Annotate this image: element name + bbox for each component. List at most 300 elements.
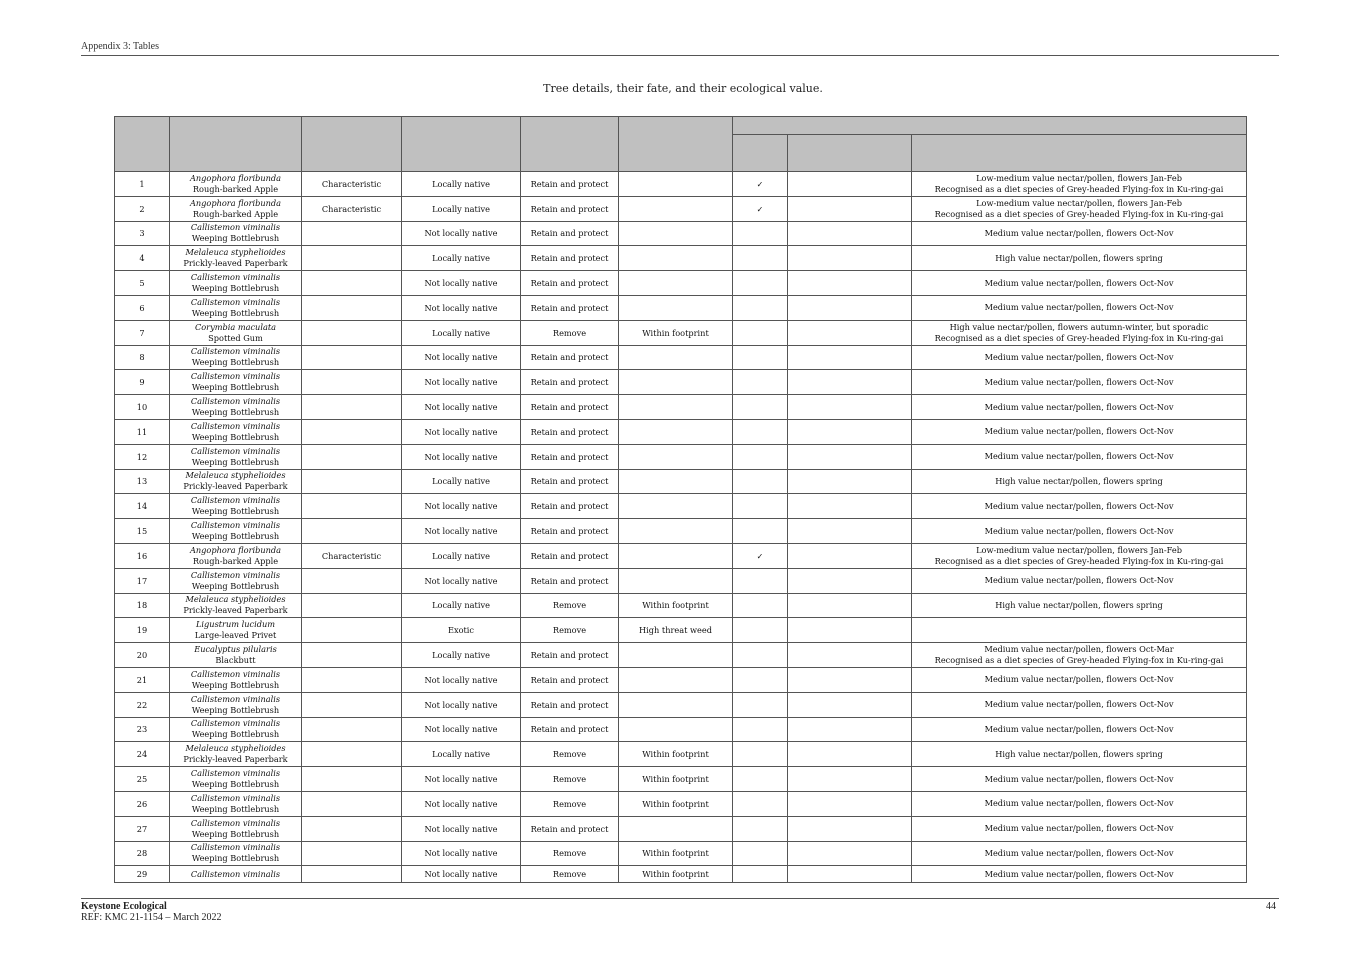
fate-cell: Retain and protect (521, 345, 619, 370)
check-icon: ✓ (756, 178, 764, 189)
fate-cell: Retain and protect (521, 568, 619, 593)
blank-cell (788, 345, 912, 370)
reason-cell (619, 395, 733, 420)
reason-cell (619, 196, 733, 221)
ecological-value-line: Low-medium value nectar/pollen, flowers Jan-Feb (976, 197, 1182, 208)
header-cell-check (733, 135, 788, 172)
common-name: Weeping Bottlebrush (191, 803, 280, 814)
common-name: Weeping Bottlebrush (191, 704, 280, 715)
ecological-value-line: High value nectar/pollen, flowers spring (995, 252, 1163, 263)
ecological-value-line: Medium value nectar/pollen, flowers Oct-Nov (984, 847, 1174, 858)
header-cell-ecological-group (733, 117, 1247, 135)
common-name: Weeping Bottlebrush (191, 307, 280, 318)
native-status-cell: Locally native (402, 469, 521, 494)
ecological-value-line: Recognised as a diet species of Grey-headed Flying-fox in Ku-ring-gai (934, 555, 1224, 566)
header-cell-fate (521, 117, 619, 172)
header-cell-reason (619, 117, 733, 172)
check-cell (733, 494, 788, 519)
tree-number: 8 (115, 345, 170, 370)
characteristic-cell (302, 643, 402, 668)
ecological-value-line: Medium value nectar/pollen, flowers Oct-Nov (984, 351, 1174, 362)
scientific-name: Callistemon viminalis (190, 371, 281, 382)
blank-cell (788, 196, 912, 221)
ecological-value-cell (912, 221, 1247, 246)
ecological-value-cell (912, 246, 1247, 271)
ecological-value-cell (912, 816, 1247, 841)
tree-number: 12 (115, 444, 170, 469)
common-name: Rough-barked Apple (192, 183, 279, 194)
fate-cell: Retain and protect (521, 221, 619, 246)
ecological-value-cell (912, 345, 1247, 370)
tree-number: 23 (115, 717, 170, 742)
species-cell (170, 345, 302, 370)
blank-cell (788, 172, 912, 197)
check-cell (733, 172, 788, 197)
common-name: Weeping Bottlebrush (191, 456, 280, 467)
native-status-cell: Not locally native (402, 221, 521, 246)
ecological-value-cell (912, 494, 1247, 519)
common-name: Blackbutt (215, 655, 256, 666)
fate-cell: Retain and protect (521, 246, 619, 271)
tree-number: 5 (115, 271, 170, 296)
table-row (115, 742, 1247, 767)
tree-number: 25 (115, 767, 170, 792)
scientific-name: Callistemon viminalis (190, 792, 281, 803)
table-row (115, 196, 1247, 221)
ecological-value-line: Medium value nectar/pollen, flowers Oct-Nov (984, 227, 1174, 238)
ecological-value-line: High value nectar/pollen, flowers spring (995, 748, 1163, 759)
reason-cell: Within footprint (619, 791, 733, 816)
native-status-cell: Locally native (402, 320, 521, 345)
native-status-cell: Not locally native (402, 692, 521, 717)
reason-cell: Within footprint (619, 320, 733, 345)
common-name: Weeping Bottlebrush (191, 233, 280, 244)
header-cell-native (402, 117, 521, 172)
fate-cell: Retain and protect (521, 469, 619, 494)
species-cell (170, 271, 302, 296)
ecological-value-cell (912, 791, 1247, 816)
tree-number: 16 (115, 543, 170, 568)
table-row (115, 172, 1247, 197)
table-header (115, 117, 1247, 172)
table-row (115, 395, 1247, 420)
ecological-value-cell (912, 593, 1247, 618)
ecological-value-line: Medium value nectar/pollen, flowers Oct-Nov (984, 674, 1174, 685)
check-icon: ✓ (756, 203, 764, 214)
characteristic-cell (302, 841, 402, 866)
check-cell (733, 568, 788, 593)
characteristic-cell: Characteristic (302, 543, 402, 568)
blank-cell (788, 618, 912, 643)
ecological-value-cell (912, 742, 1247, 767)
table-row (115, 494, 1247, 519)
table-row (115, 543, 1247, 568)
characteristic-cell (302, 271, 402, 296)
reason-cell (619, 494, 733, 519)
scientific-name: Callistemon viminalis (190, 817, 281, 828)
common-name: Weeping Bottlebrush (191, 382, 280, 393)
table-caption: Tree details, their fate, and their ecological value. (543, 82, 823, 95)
reason-cell (619, 419, 733, 444)
blank-cell (788, 519, 912, 544)
scientific-name: Callistemon viminalis (190, 222, 281, 233)
table-row (115, 692, 1247, 717)
ecological-value-line: High value nectar/pollen, flowers spring (995, 599, 1163, 610)
ecological-value-line: Medium value nectar/pollen, flowers Oct-Nov (984, 823, 1174, 834)
native-status-cell: Not locally native (402, 271, 521, 296)
common-name: Weeping Bottlebrush (191, 853, 280, 864)
species-cell (170, 717, 302, 742)
species-cell (170, 295, 302, 320)
species-cell (170, 866, 302, 883)
ecological-value-line: Medium value nectar/pollen, flowers Oct-Nov (984, 376, 1174, 387)
common-name: Rough-barked Apple (192, 208, 279, 219)
native-status-cell: Exotic (402, 618, 521, 643)
fate-cell: Retain and protect (521, 370, 619, 395)
scientific-name: Callistemon viminalis (190, 445, 281, 456)
scientific-name: Callistemon viminalis (190, 396, 281, 407)
scientific-name: Callistemon viminalis (190, 718, 281, 729)
fate-cell: Retain and protect (521, 643, 619, 668)
ecological-value-line: Medium value nectar/pollen, flowers Oct-Nov (984, 723, 1174, 734)
blank-cell (788, 246, 912, 271)
table-row (115, 593, 1247, 618)
table-row (115, 816, 1247, 841)
ecological-value-line: Recognised as a diet species of Grey-headed Flying-fox in Ku-ring-gai (934, 208, 1224, 219)
blank-cell (788, 494, 912, 519)
species-cell (170, 320, 302, 345)
characteristic-cell (302, 667, 402, 692)
table-row (115, 568, 1247, 593)
reason-cell (619, 469, 733, 494)
species-cell (170, 395, 302, 420)
scientific-name: Ligustrum lucidum (196, 619, 275, 630)
characteristic-cell (302, 593, 402, 618)
table-row (115, 643, 1247, 668)
species-cell (170, 172, 302, 197)
table-row (115, 271, 1247, 296)
native-status-cell: Locally native (402, 543, 521, 568)
characteristic-cell (302, 395, 402, 420)
characteristic-cell (302, 742, 402, 767)
tree-number: 1 (115, 172, 170, 197)
blank-cell (788, 469, 912, 494)
fate-cell: Retain and protect (521, 717, 619, 742)
tree-number: 28 (115, 841, 170, 866)
ecological-value-line: Medium value nectar/pollen, flowers Oct-Nov (984, 525, 1174, 536)
reason-cell (619, 295, 733, 320)
ecological-value-cell (912, 395, 1247, 420)
characteristic-cell (302, 221, 402, 246)
ecological-value-cell (912, 692, 1247, 717)
blank-cell (788, 791, 912, 816)
scientific-name: Melaleuca styphelioides (185, 247, 286, 258)
fate-cell: Retain and protect (521, 419, 619, 444)
species-cell (170, 221, 302, 246)
page-header (81, 41, 1279, 56)
common-name: Weeping Bottlebrush (191, 357, 280, 368)
check-cell (733, 246, 788, 271)
reason-cell (619, 568, 733, 593)
tree-number: 10 (115, 395, 170, 420)
ecological-value-cell (912, 643, 1247, 668)
check-cell (733, 667, 788, 692)
reason-cell: High threat weed (619, 618, 733, 643)
common-name: Weeping Bottlebrush (191, 580, 280, 591)
scientific-name: Angophora floribunda (189, 172, 282, 183)
characteristic-cell (302, 568, 402, 593)
scientific-name: Callistemon viminalis (190, 346, 281, 357)
ecological-value-cell (912, 295, 1247, 320)
ecological-value-line: Medium value nectar/pollen, flowers Oct-Nov (984, 868, 1174, 879)
characteristic-cell (302, 519, 402, 544)
ecological-value-cell (912, 543, 1247, 568)
scientific-name: Callistemon viminalis (190, 569, 281, 580)
common-name: Weeping Bottlebrush (191, 679, 280, 690)
characteristic-cell (302, 320, 402, 345)
common-name: Weeping Bottlebrush (191, 828, 280, 839)
scientific-name: Melaleuca styphelioides (185, 743, 286, 754)
ecological-value-line: Medium value nectar/pollen, flowers Oct-Nov (984, 302, 1174, 313)
fate-cell: Remove (521, 593, 619, 618)
check-cell (733, 271, 788, 296)
ecological-value-cell (912, 469, 1247, 494)
table-row (115, 519, 1247, 544)
blank-cell (788, 816, 912, 841)
ecological-value-line: Low-medium value nectar/pollen, flowers Jan-Feb (976, 544, 1182, 555)
common-name: Weeping Bottlebrush (191, 729, 280, 740)
native-status-cell: Not locally native (402, 866, 521, 883)
common-name: Prickly-leaved Paperbark (183, 258, 288, 269)
table-row (115, 767, 1247, 792)
species-cell (170, 618, 302, 643)
native-status-cell: Locally native (402, 593, 521, 618)
common-name: Weeping Bottlebrush (191, 283, 280, 294)
fate-cell: Retain and protect (521, 692, 619, 717)
characteristic-cell (302, 295, 402, 320)
fate-cell: Remove (521, 742, 619, 767)
fate-cell: Retain and protect (521, 667, 619, 692)
table-row (115, 717, 1247, 742)
table-row (115, 246, 1247, 271)
header-cell-num (115, 117, 170, 172)
ecological-value-cell (912, 444, 1247, 469)
blank-cell (788, 370, 912, 395)
page-number: 44 (1266, 901, 1276, 912)
ecological-value-cell (912, 841, 1247, 866)
characteristic-cell (302, 345, 402, 370)
characteristic-cell (302, 816, 402, 841)
blank-cell (788, 767, 912, 792)
tree-number: 20 (115, 643, 170, 668)
fate-cell: Retain and protect (521, 444, 619, 469)
scientific-name: Callistemon viminalis (190, 768, 281, 779)
characteristic-cell (302, 444, 402, 469)
native-status-cell: Not locally native (402, 519, 521, 544)
characteristic-cell (302, 419, 402, 444)
native-status-cell: Not locally native (402, 444, 521, 469)
species-cell (170, 419, 302, 444)
ecological-value-cell (912, 271, 1247, 296)
table-row (115, 667, 1247, 692)
characteristic-cell: Characteristic (302, 172, 402, 197)
scientific-name: Callistemon viminalis (190, 842, 281, 853)
native-status-cell: Locally native (402, 643, 521, 668)
native-status-cell: Locally native (402, 742, 521, 767)
ecological-value-line: Recognised as a diet species of Grey-headed Flying-fox in Ku-ring-gai (934, 655, 1224, 666)
table-row (115, 618, 1247, 643)
check-cell (733, 618, 788, 643)
table-row (115, 791, 1247, 816)
check-cell (733, 767, 788, 792)
blank-cell (788, 841, 912, 866)
table-row (115, 370, 1247, 395)
blank-cell (788, 866, 912, 883)
characteristic-cell (302, 494, 402, 519)
reason-cell (619, 692, 733, 717)
fate-cell: Retain and protect (521, 543, 619, 568)
characteristic-cell (302, 618, 402, 643)
table-row (115, 444, 1247, 469)
characteristic-cell (302, 767, 402, 792)
characteristic-cell (302, 370, 402, 395)
scientific-name: Callistemon viminalis (190, 495, 281, 506)
common-name: Prickly-leaved Paperbark (183, 605, 288, 616)
ecological-value-cell (912, 419, 1247, 444)
ecological-value-line: High value nectar/pollen, flowers spring (995, 475, 1163, 486)
common-name: Large-leaved Privet (194, 630, 277, 641)
native-status-cell: Not locally native (402, 295, 521, 320)
fate-cell: Retain and protect (521, 519, 619, 544)
tree-number: 7 (115, 320, 170, 345)
tree-number: 17 (115, 568, 170, 593)
blank-cell (788, 568, 912, 593)
ecological-value-line: Low-medium value nectar/pollen, flowers Jan-Feb (976, 172, 1182, 183)
check-cell (733, 196, 788, 221)
tree-number: 13 (115, 469, 170, 494)
blank-cell (788, 419, 912, 444)
check-cell (733, 692, 788, 717)
scientific-name: Melaleuca styphelioides (185, 594, 286, 605)
ecological-value-cell (912, 568, 1247, 593)
characteristic-cell (302, 791, 402, 816)
check-cell (733, 593, 788, 618)
ecological-value-line: Medium value nectar/pollen, flowers Oct-Nov (984, 699, 1174, 710)
species-cell (170, 370, 302, 395)
ecological-value-line: Medium value nectar/pollen, flowers Oct-Nov (984, 426, 1174, 437)
ecological-value-line: High value nectar/pollen, flowers autumn-winter, but sporadic (949, 321, 1209, 332)
species-cell (170, 791, 302, 816)
common-name: Weeping Bottlebrush (191, 431, 280, 442)
characteristic-cell (302, 469, 402, 494)
check-cell (733, 519, 788, 544)
ecological-value-cell (912, 172, 1247, 197)
ecological-value-line: Medium value nectar/pollen, flowers Oct-Nov (984, 798, 1174, 809)
check-cell (733, 841, 788, 866)
check-cell (733, 543, 788, 568)
native-status-cell: Not locally native (402, 345, 521, 370)
reason-cell (619, 543, 733, 568)
header-cell-species (170, 117, 302, 172)
scientific-name: Melaleuca styphelioides (185, 470, 286, 481)
tree-number: 19 (115, 618, 170, 643)
common-name: Weeping Bottlebrush (191, 407, 280, 418)
ecological-value-line: Recognised as a diet species of Grey-headed Flying-fox in Ku-ring-gai (934, 332, 1224, 343)
reason-cell (619, 444, 733, 469)
ecological-value-cell (912, 519, 1247, 544)
fate-cell: Remove (521, 866, 619, 883)
tree-number: 21 (115, 667, 170, 692)
tree-number: 4 (115, 246, 170, 271)
fate-cell: Retain and protect (521, 172, 619, 197)
scientific-name: Corymbia maculata (194, 321, 276, 332)
tree-number: 6 (115, 295, 170, 320)
table-body (115, 172, 1247, 883)
blank-cell (788, 667, 912, 692)
table-row (115, 419, 1247, 444)
native-status-cell: Not locally native (402, 395, 521, 420)
scientific-name: Callistemon viminalis (190, 668, 281, 679)
ecological-value-line: Medium value nectar/pollen, flowers Oct-Nov (984, 277, 1174, 288)
species-cell (170, 519, 302, 544)
table-row (115, 866, 1247, 883)
common-name: Spotted Gum (208, 332, 263, 343)
check-cell (733, 444, 788, 469)
reason-cell (619, 172, 733, 197)
native-status-cell: Not locally native (402, 494, 521, 519)
fate-cell: Retain and protect (521, 494, 619, 519)
ecological-value-cell (912, 370, 1247, 395)
blank-cell (788, 717, 912, 742)
ecological-value-line: Medium value nectar/pollen, flowers Oct-Nov (984, 451, 1174, 462)
reason-cell: Within footprint (619, 742, 733, 767)
scientific-name: Callistemon viminalis (190, 693, 281, 704)
blank-cell (788, 593, 912, 618)
blank-cell (788, 692, 912, 717)
species-cell (170, 816, 302, 841)
fate-cell: Retain and protect (521, 295, 619, 320)
ecological-value-line: Medium value nectar/pollen, flowers Oct-Nov (984, 773, 1174, 784)
species-cell (170, 444, 302, 469)
fate-cell: Remove (521, 767, 619, 792)
reason-cell: Within footprint (619, 767, 733, 792)
check-cell (733, 816, 788, 841)
check-cell (733, 370, 788, 395)
species-cell (170, 692, 302, 717)
check-cell (733, 469, 788, 494)
tree-number: 9 (115, 370, 170, 395)
reason-cell (619, 816, 733, 841)
table-row (115, 320, 1247, 345)
check-icon: ✓ (756, 550, 764, 561)
blank-cell (788, 221, 912, 246)
tree-number: 18 (115, 593, 170, 618)
table-row (115, 345, 1247, 370)
species-cell (170, 643, 302, 668)
ecological-value-cell (912, 320, 1247, 345)
tree-table (114, 116, 1247, 883)
fate-cell: Remove (521, 618, 619, 643)
reason-cell (619, 271, 733, 296)
common-name: Prickly-leaved Paperbark (183, 754, 288, 765)
reason-cell (619, 717, 733, 742)
tree-number: 26 (115, 791, 170, 816)
common-name: Rough-barked Apple (192, 555, 279, 566)
ecological-value-line: Medium value nectar/pollen, flowers Oct-Mar (984, 644, 1174, 655)
check-cell (733, 742, 788, 767)
ecological-value-line: Recognised as a diet species of Grey-headed Flying-fox in Ku-ring-gai (934, 183, 1224, 194)
reason-cell (619, 643, 733, 668)
